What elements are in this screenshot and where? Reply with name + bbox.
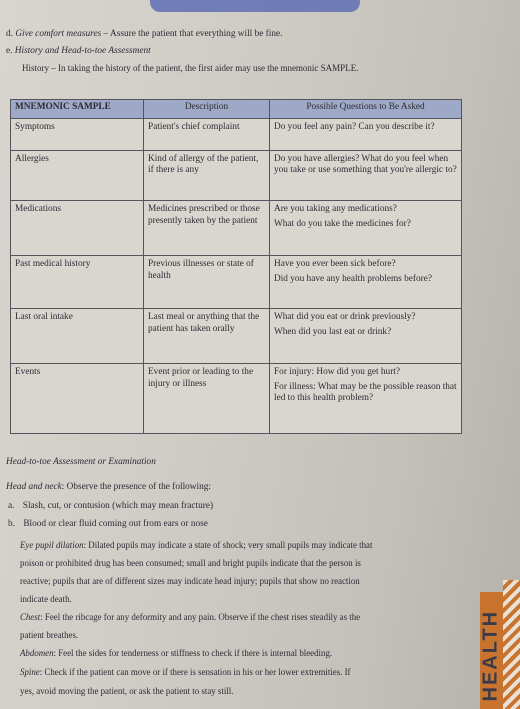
eye-line-3: reactive; pupils that are of different sizes may indicate head injury; pupils that show no reaction: [20, 576, 360, 586]
header-description: Description: [144, 100, 270, 119]
question-text: For illness: What may be the possible reason that led to this health problem?: [274, 381, 457, 404]
item-a-marker: a.: [8, 501, 15, 511]
item-e-marker: e.: [6, 46, 13, 56]
description-cell: Kind of allergy of the patient, if there is any: [144, 150, 270, 201]
question-text: Did you have any health problems before?: [274, 273, 432, 284]
mnemonic-cell: Symptoms: [11, 119, 144, 151]
mnemonic-cell: Past medical history: [11, 256, 144, 309]
item-b-marker: b.: [8, 519, 15, 529]
chest-label: Chest: [20, 612, 41, 622]
spine-text-1: : Check if the patient can move or if there is sensation in his or her lower extremities. If: [39, 667, 351, 677]
mnemonic-cell: Medications: [11, 201, 144, 256]
question-text: For injury: How did you get hurt?: [274, 367, 401, 378]
abdomen-label: Abdomen: [20, 648, 54, 658]
table-row: [11, 150, 462, 201]
assessment-heading: Head-to-toe Assessment or Examination: [6, 457, 156, 467]
questions-cell: [270, 201, 462, 256]
questions-cell: [270, 150, 462, 201]
question-text: Do you feel any pain? Can you describe it?: [274, 122, 435, 132]
chest-line-1: [20, 612, 360, 623]
history-line: History – In taking the history of the patient, the first aider may use the mnemonic SAMPLE.: [22, 63, 359, 73]
eye-line-1: [20, 540, 372, 551]
mnemonic-cell: Allergies: [11, 150, 144, 201]
spine-label: Spine: [20, 667, 40, 677]
table-row: [11, 119, 462, 151]
item-d-text: – Assure the patient that everything will be fine.: [101, 29, 283, 39]
item-a-text: Slash, cut, or contusion (which may mean fracture): [22, 501, 214, 511]
table-header-row: [11, 100, 462, 119]
description-cell: Previous illnesses or state of health: [144, 256, 270, 309]
questions-cell: [270, 119, 462, 151]
table-row: [11, 309, 462, 364]
item-e-label: History and Head-to-toe Assessment: [14, 46, 151, 56]
spine-line-1: [20, 667, 351, 678]
header-band: [150, 0, 360, 12]
description-cell: Event prior or leading to the injury or illness: [144, 364, 270, 434]
question-text: When did you last eat or drink?: [274, 326, 392, 337]
header-mnemonic: MNEMONIC SAMPLE: [11, 100, 144, 119]
question-text: Have you ever been sick before?: [274, 259, 396, 270]
eye-line-2: poison or prohibited drug has been consumed; small and bright pupils indicate that the person is: [20, 558, 361, 568]
head-neck-line: [6, 482, 211, 493]
questions-cell: [270, 309, 462, 364]
abdomen-text: : Feel the sides for tenderness or stiffness to check if there is internal bleeding.: [53, 648, 333, 658]
abdomen-line: [20, 648, 332, 659]
table-row: [11, 364, 462, 434]
item-d-label: Give comfort measures: [15, 29, 102, 39]
side-stripes: [503, 580, 520, 709]
description-cell: Patient's chief complaint: [144, 119, 270, 151]
description-cell: Medicines prescribed or those presently taken by the patient: [144, 201, 270, 256]
side-tab-label: HEALTH: [479, 609, 502, 702]
mnemonic-cell: Events: [11, 364, 144, 434]
mnemonic-cell: Last oral intake: [11, 309, 144, 364]
item-e: [6, 46, 151, 57]
table-row: [11, 256, 462, 309]
question-text: Are you taking any medications?: [274, 204, 397, 215]
head-neck-label: Head and neck: [6, 482, 62, 492]
eye-text-1: : Dilated pupils may indicate a state of shock; very small pupils may indicate that: [83, 540, 373, 550]
questions-cell: [270, 364, 462, 434]
chest-line-2: patient breathes.: [20, 630, 79, 640]
table-row: [11, 201, 462, 256]
head-neck-text: : Observe the presence of the following:: [61, 482, 211, 492]
sample-table: [10, 99, 462, 434]
question-text: What did you eat or drink previously?: [274, 312, 416, 323]
item-b: [8, 519, 208, 530]
spine-line-2: yes, avoid moving the patient, or ask the patient to stay still.: [20, 686, 234, 696]
header-questions: Possible Questions to Be Asked: [270, 100, 462, 119]
question-text: Do you have allergies? What do you feel when you take or use something that you're allergic to?: [274, 153, 457, 176]
eye-label: Eye pupil dilation: [20, 540, 84, 550]
question-text: What do you take the medicines for?: [274, 218, 411, 229]
chest-text-1: : Feel the ribcage for any deformity and any pain. Observe if the chest rises steadily as the: [40, 612, 361, 622]
item-d: [6, 29, 282, 40]
item-a: [8, 501, 213, 512]
item-d-marker: d.: [6, 29, 13, 39]
eye-line-4: indicate death.: [20, 594, 72, 604]
questions-cell: [270, 256, 462, 309]
description-cell: Last meal or anything that the patient has taken orally: [144, 309, 270, 364]
item-b-text: Blood or clear fluid coming out from ears or nose: [23, 519, 208, 529]
